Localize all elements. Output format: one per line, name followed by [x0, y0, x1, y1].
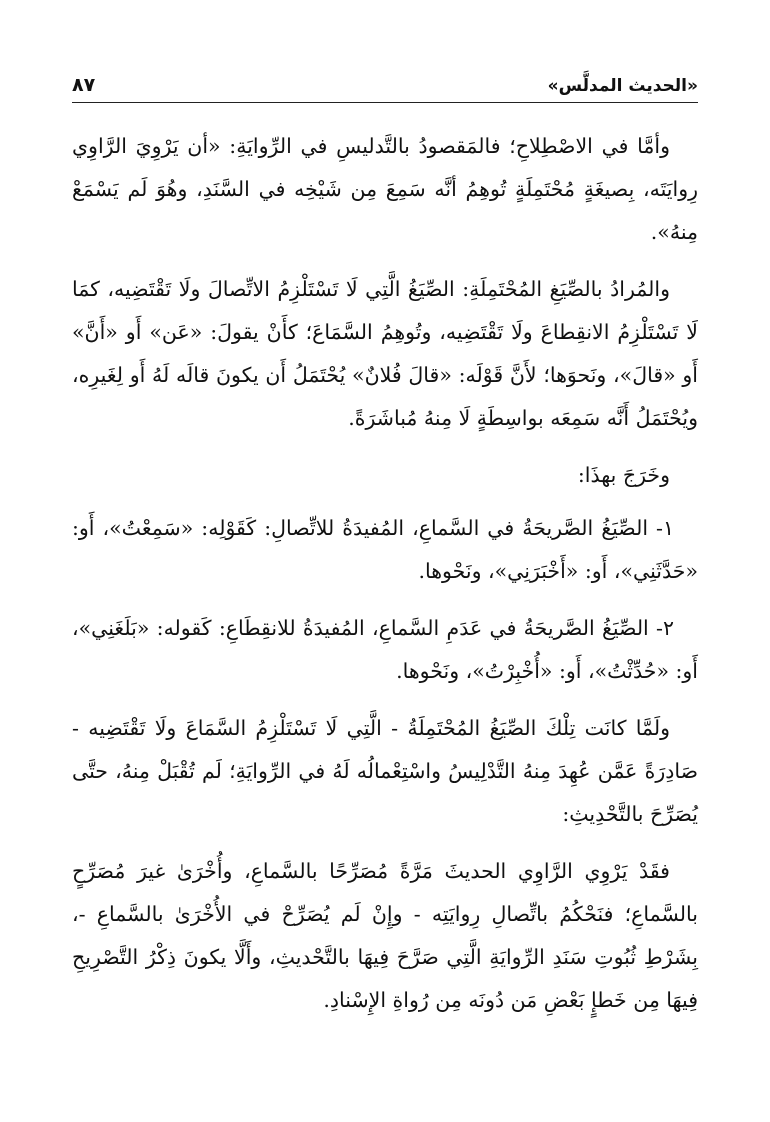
- page-number: ٨٧: [72, 74, 96, 96]
- list-item-explicit-non-hearing: ٢- الصِّيَغُ الصَّريحَةُ في عَدَمِ السَّماعِ، المُفيدَةُ للانقِطَاعِ: كَقوله: «بَلَغَنِي»، أَو: «حُدِّثْتُ»، أَو: «أُخْبِرْتُ»، ونَحْوها.: [72, 616, 698, 683]
- list-item-explicit-hearing: ١- الصِّيَغُ الصَّريحَةُ في السَّماعِ، المُفيدَةُ للاتِّصالِ: كَقَوْلِه: «سَمِعْتُ»، أَو: «حَدَّثَنِي»، أَو: «أَخْبَرَنِي»، ونَحْوها.: [72, 516, 698, 583]
- book-page: [72, 58, 698, 1036]
- page-body: [72, 125, 698, 1022]
- paragraph-ambiguous-forms: والمُرادُ بالصِّيَغِ المُحْتَمِلَةِ: الصِّيَغُ الَّتِي لَا تَسْتَلْزِمُ الاتِّصالَ ولَا تَقْتَضِيه، كمَا لَا تَسْتَلْزِمُ الانقِطاعَ ولَا تَقْتَضِيه، وتُوهِمُ السَّمَاعَ؛ كأَنْ يقولَ: «عَن» أَو «أَنَّ» أَو «قالَ»، ونَحوَها؛ لأَنَّ قَوْلَه: «قالَ فُلانٌ» يُحْتَمَلُ أَن يكونَ قالَه لَهُ أَو لِغَيرِه، ويُحْتَمَلُ أَنَّه سَمِعَه بواسِطَةٍ لَا مِنهُ مُباشَرَةً.: [72, 277, 698, 430]
- paragraph-excluded-intro: وخَرَجَ بهذَا:: [577, 463, 670, 487]
- paragraph-ruling: ولَمَّا كانَت تِلْكَ الصِّيَغُ المُحْتَمِلَةُ - الَّتِي لَا تَسْتَلْزِمُ السَّمَاعَ ولَا تَقْتَضِيه - صَادِرَةً عَمَّن عُهِدَ مِنهُ التَّدْلِيسُ واسْتِعْمالُه لَهُ في الرِّوايَةِ؛ لَم تُقْبَلْ مِنهُ، حتَّى يُصَرِّحَ بالتَّحْدِيثِ:: [72, 716, 698, 826]
- running-title: «الحديث المدلَّس»: [547, 76, 698, 96]
- page-header: [72, 58, 698, 103]
- paragraph-conditions: فقَدْ يَرْوِي الرَّاوِي الحديثَ مَرَّةً مُصَرِّحًا بالسَّماعِ، وأُخْرَىٰ غيرَ مُصَرِّحٍ بالسَّماعِ؛ فنَحْكُمُ باتِّصالِ رِوايَتِه - وإِنْ لَم يُصَرِّحْ في الأُخْرَىٰ بالسَّماعِ -، بِشَرْطِ ثُبُوتِ سَنَدِ الرِّوايَةِ الَّتِي صَرَّحَ فِيهَا بالتَّحْديثِ، وأَلَّا يكونَ ذِكْرُ التَّصْرِيحِ فِيهَا مِن خَطإٍ بَعْضِ مَن دُونَه مِن رُواةِ الإِسْنادِ.: [72, 859, 698, 1012]
- paragraph-definition: وأمَّا في الاصْطِلاحِ؛ فالمَقصودُ بالتَّدليسِ في الرِّوايَةِ: «أن يَرْوِيَ الرَّاوِي رِوايَتَه، بِصيغَةٍ مُحْتَمِلَةٍ تُوهِمُ أنَّه سَمِعَ مِن شَيْخِه في السَّنَدِ، وهُوَ لَم يَسْمَعْ مِنهُ».: [72, 134, 698, 244]
